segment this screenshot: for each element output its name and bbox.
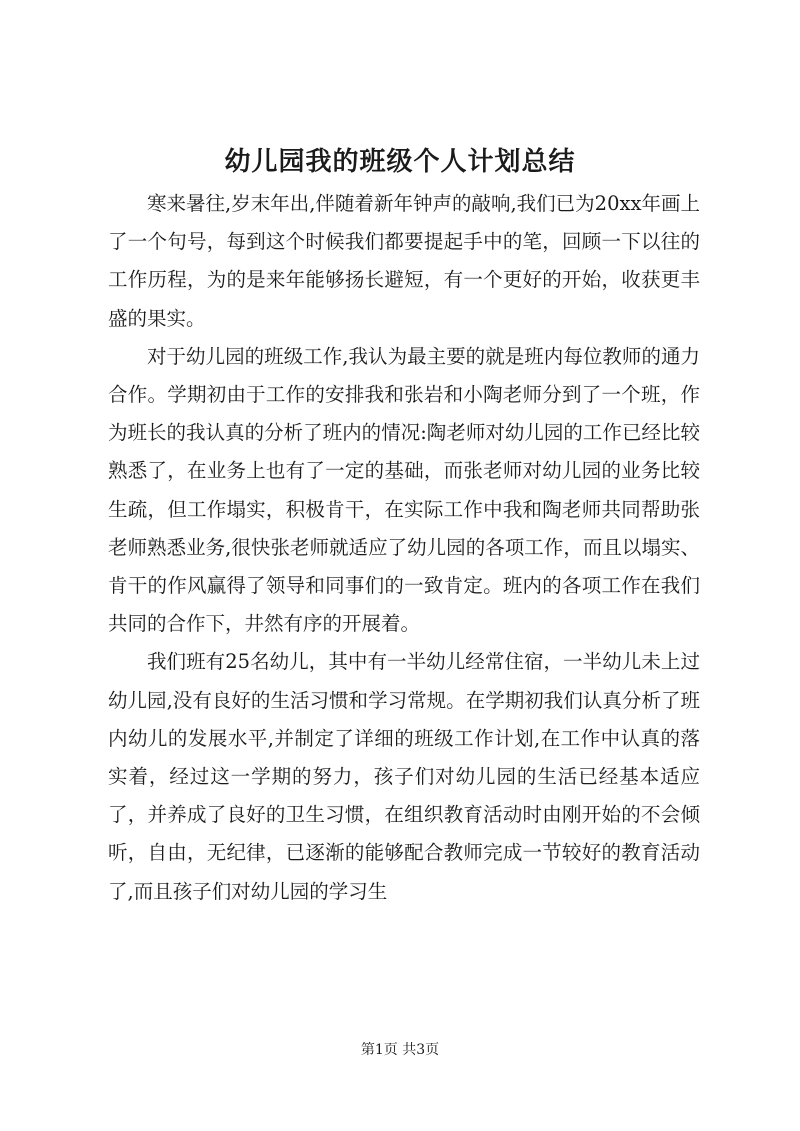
document-body (108, 185, 700, 911)
page-footer: 第1页 共3页 (360, 1042, 440, 1058)
document-title: 幼儿园我的班级个人计划总结 (224, 147, 576, 177)
paragraph: 对于幼儿园的班级工作,我认为最主要的就是班内每位教师的通力合作。学期初由于工作的安排我和张岩和小陶老师分到了一个班，作为班长的我认真的分析了班内的情况:陶老师对幼儿园的工作已经比较熟悉了，在业务上也有了一定的基础，而张老师对幼儿园的业务比较生疏，但工作塌实，积极肯干，在实际工作中我和陶老师共同帮助张老师熟悉业务,很快张老师就适应了幼儿园的各项工作，而且以塌实、肯干的作风赢得了领导和同事们的一致肯定。班内的各项工作在我们共同的合作下，井然有序的开展着。 (108, 344, 700, 636)
paragraph: 寒来暑往,岁末年出,伴随着新年钟声的敲响,我们已为20xx年画上了一个句号，每到这个时候我们都要提起手中的笔，回顾一下以往的工作历程，为的是来年能够扬长避短，有一个更好的开始，收获更丰盛的果实。 (108, 192, 700, 330)
paragraph: 我们班有25名幼儿，其中有一半幼儿经常住宿，一半幼儿未上过幼儿园,没有良好的生活习惯和学习常规。在学期初我们认真分析了班内幼儿的发展水平,并制定了详细的班级工作计划,在工作中认真的落实着，经过这一学期的努力，孩子们对幼儿园的生活已经基本适应了，并养成了良好的卫生习惯，在组织教育活动时由刚开始的不会倾听，自由，无纪律，已逐渐的能够配合教师完成一节较好的教育活动了,而且孩子们对幼儿园的学习生 (108, 650, 700, 903)
